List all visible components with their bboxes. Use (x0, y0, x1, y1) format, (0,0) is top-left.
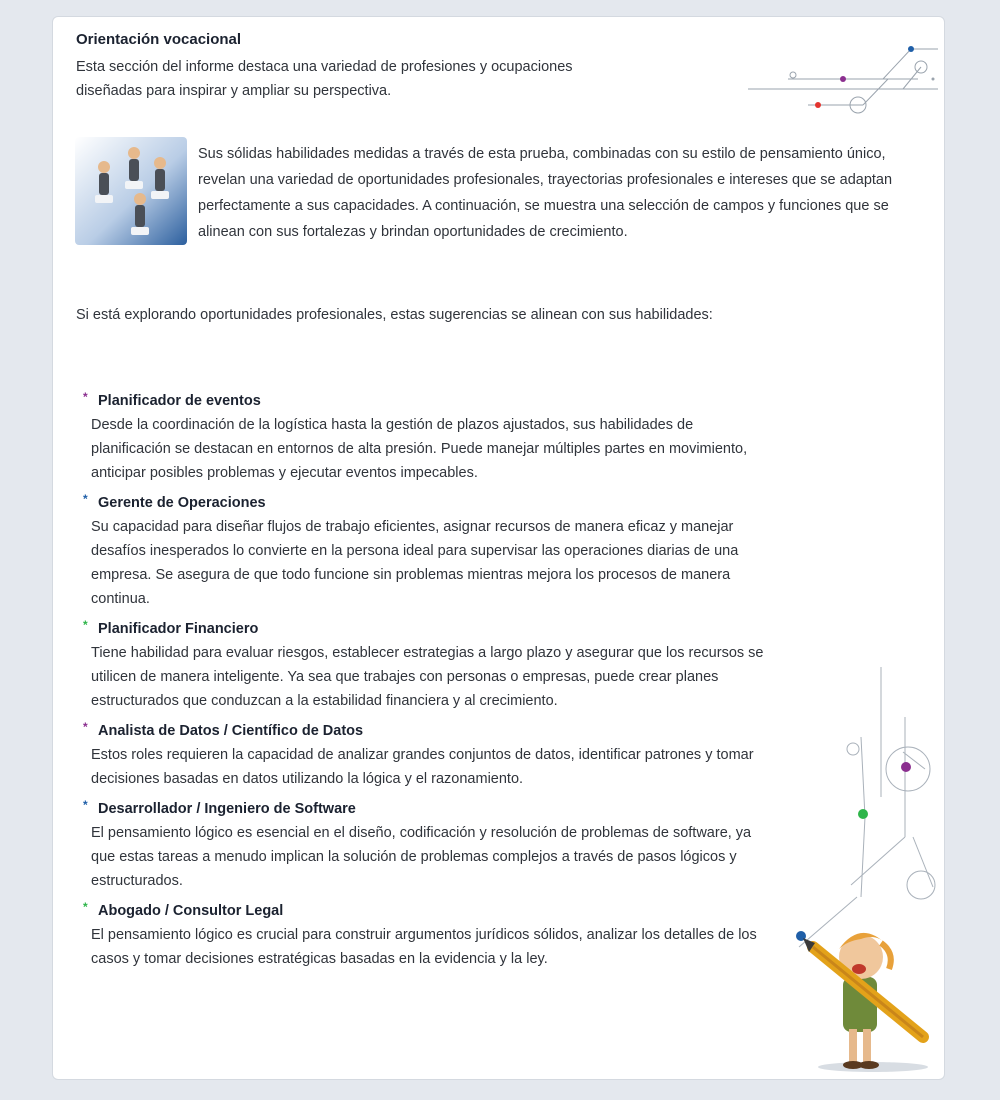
section-title: Orientación vocacional (76, 31, 242, 48)
section-intro: Esta sección del informe destaca una variedad de profesiones y ocupaciones diseñadas para inspirar y ampliar su perspectiva. (76, 59, 573, 99)
bullet-icon: * (83, 720, 88, 734)
career-description: Estos roles requieren la capacidad de analizar grandes conjuntos de datos, identificar patrones y tomar decisiones basadas en datos utilizando la lógica y el razonamiento. (91, 747, 754, 787)
strengths-paragraph: Sus sólidas habilidades medidas a través de esta prueba, combinadas con su estilo de pensamiento único, revelan una variedad de oportunidades profesionales, trayectorias profesionales e intereses que se adaptan perfectamente a sus capacidades. A continuación, se muestra una selección de campos y funciones que se alinean con sus fortalezas y brindan oportunidades de crecimiento. (198, 146, 893, 240)
career-title: Planificador Financiero (98, 621, 259, 637)
bullet-icon: * (83, 618, 88, 632)
network-lines-icon (743, 37, 943, 117)
career-title: Abogado / Consultor Legal (98, 903, 284, 919)
career-description: Desde la coordinación de la logística hasta la gestión de plazos ajustados, sus habilidades de planificación se destacan en entornos de alta presión. Puede manejar múltiples partes en movimiento, anticipar posibles problemas y ejecutar eventos impecables. (91, 417, 748, 481)
careers-lead: Si está explorando oportunidades profesionales, estas sugerencias se alinean con sus habilidades: (76, 307, 713, 323)
career-item (83, 617, 773, 713)
career-item (83, 719, 773, 791)
career-description: Tiene habilidad para evaluar riesgos, establecer estrategias a largo plazo y asegurar que los recursos se utilicen de manera inteligente. Ya sea que trabajes con personas o empresas, puede crear planes estructurados que conduzcan a la estabilidad financiera y al crecimiento. (91, 645, 764, 709)
career-title: Analista de Datos / Científico de Datos (98, 723, 364, 739)
career-title: Planificador de eventos (98, 393, 261, 409)
vocational-card (52, 16, 945, 1080)
career-list (83, 389, 773, 977)
career-title: Gerente de Operaciones (98, 495, 266, 511)
bullet-icon: * (83, 798, 88, 812)
career-item (83, 797, 773, 893)
career-description: El pensamiento lógico es crucial para construir argumentos jurídicos sólidos, analizar los detalles de los casos y tomar decisiones estratégicas basadas en la evidencia y la ley. (91, 927, 757, 967)
bullet-icon: * (83, 390, 88, 404)
career-description: El pensamiento lógico es esencial en el diseño, codificación y resolución de problemas de software, ya que estas tareas a menudo implican la solución de problemas complejos a través de pasos lógicos y estructurados. (91, 825, 752, 889)
bullet-icon: * (83, 900, 88, 914)
career-item (83, 899, 773, 971)
career-item (83, 389, 773, 485)
bullet-icon: * (83, 492, 88, 506)
people-group-icon (75, 137, 187, 245)
career-description: Su capacidad para diseñar flujos de trabajo eficientes, asignar recursos de manera eficaz y manejar desafíos inesperados lo convierte en la persona ideal para supervisar las operaciones diarias de una empresa. Se asegura de que todo funcione sin problemas mientras mejora los procesos de manera continua. (91, 519, 739, 607)
career-item (83, 491, 773, 611)
career-title: Desarrollador / Ingeniero de Software (98, 801, 356, 817)
girl-with-pencil-icon (773, 657, 943, 1077)
